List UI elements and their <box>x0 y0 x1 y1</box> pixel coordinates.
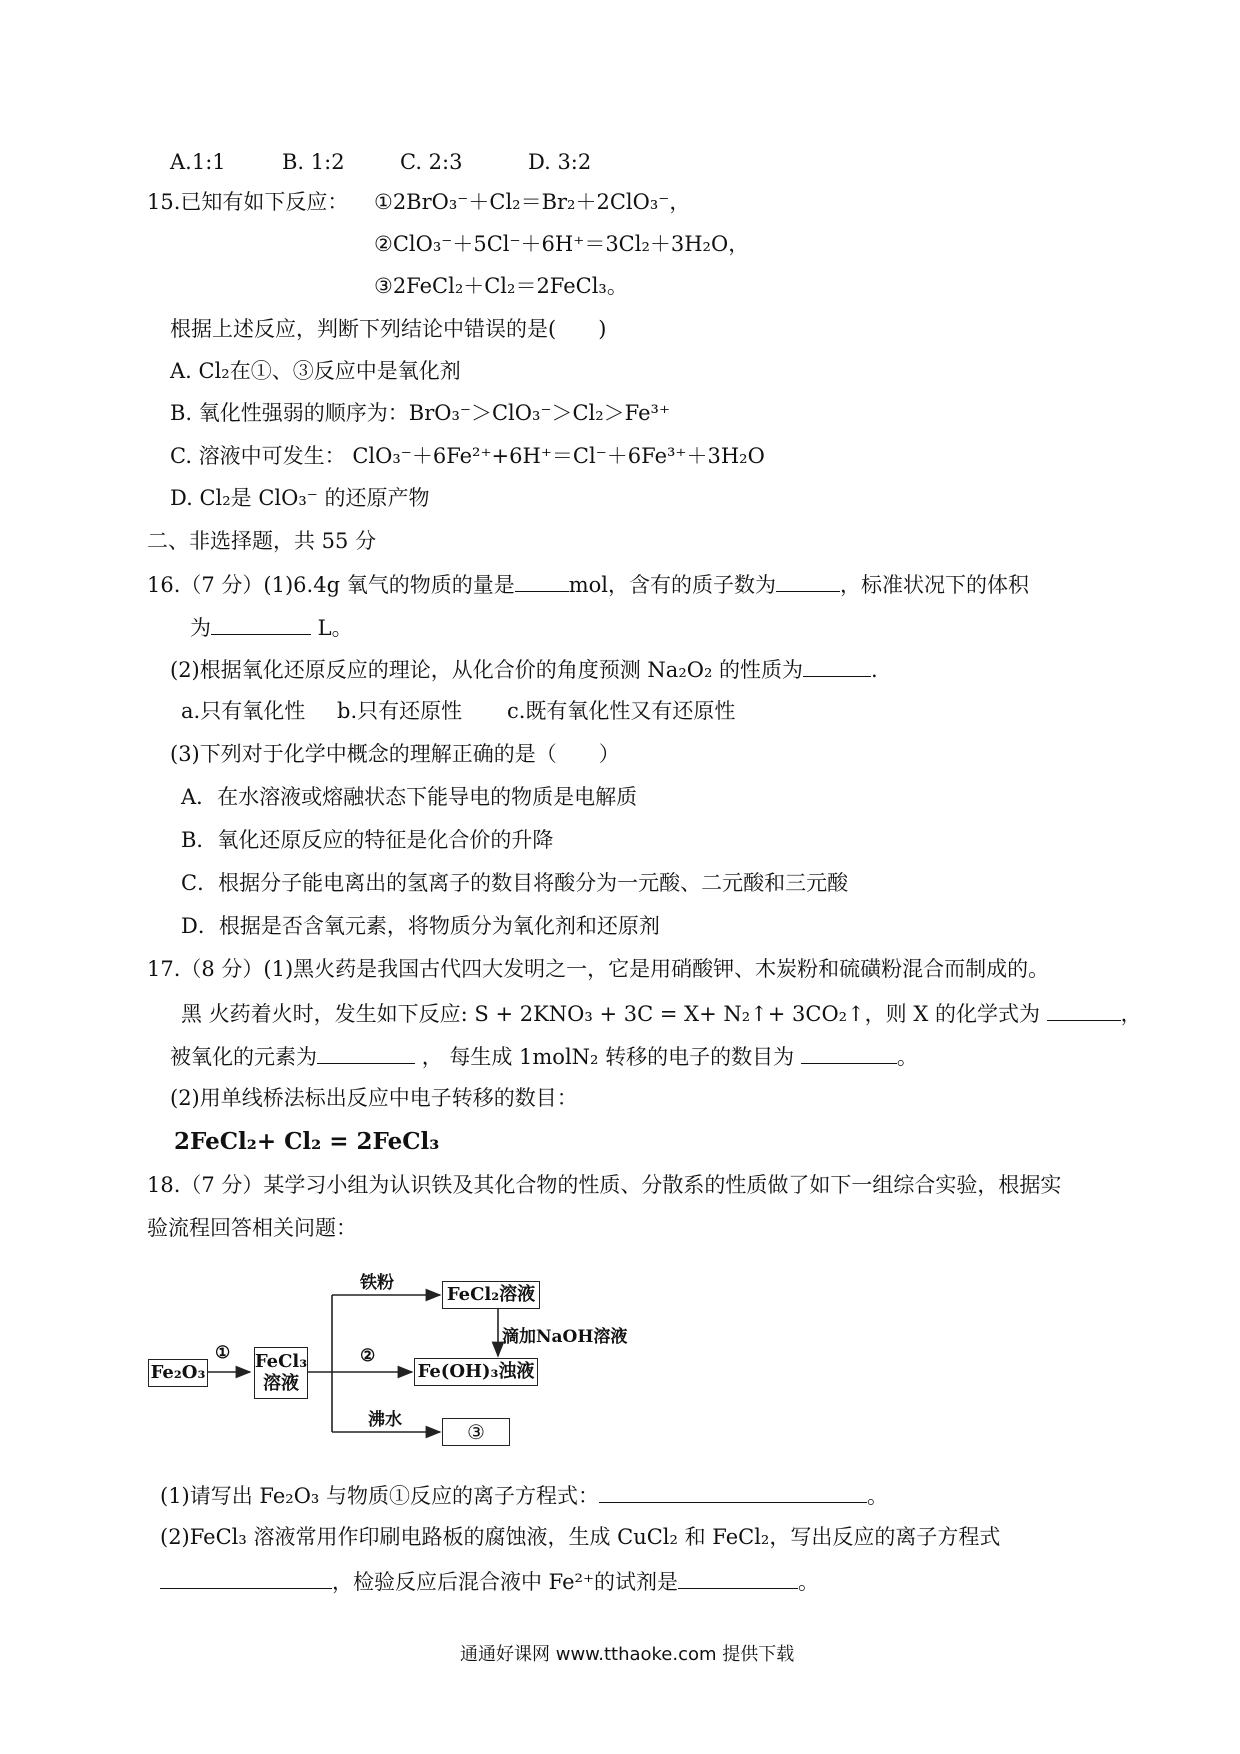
q17-line-4: (2)用单线桥法标出反应中电子转移的数目： <box>170 1086 578 1110</box>
q16-part-3-option-c: C．根据分子能电离出的氢离子的数目将酸分为一元酸、二元酸和三元酸 <box>181 871 849 895</box>
q15-option-b: B. 氧化性强弱的顺序为：BrO₃⁻＞ClO₃⁻＞Cl₂＞Fe³⁺ <box>170 401 671 425</box>
q17-equation: 2FeCl₂+ Cl₂ = 2FeCl₃ <box>174 1128 440 1155</box>
q14-option-c: C. 2:3 <box>400 150 463 174</box>
q17-text-2: ， <box>1120 1002 1142 1026</box>
q18-part-3 <box>160 1566 819 1596</box>
q15-reaction-3: ③2FeCl₂＋Cl₂＝2FeCl₃。 <box>374 274 628 298</box>
q15-option-c: C. 溶液中可发生： ClO₃⁻＋6Fe²⁺+6H⁺＝Cl⁻＋6Fe³⁺＋3H₂O <box>170 444 765 468</box>
label-naoh: 滴加NaOH溶液 <box>502 1327 628 1347</box>
q16-part-3-option-a: A．在水溶液或熔融状态下能导电的物质是电解质 <box>181 785 638 809</box>
q16-option-c: c.既有氧化性又有还原性 <box>507 699 736 723</box>
box-fecl3-solution <box>254 1347 308 1399</box>
box-feoh3-suspension: Fe(OH)₃浊液 <box>414 1358 538 1386</box>
page-footer: 通通好课网 www.tthaoke.com 提供下载 <box>460 1644 795 1665</box>
q16-option-a: a.只有氧化性 <box>181 699 306 723</box>
label-iron-powder: 铁粉 <box>360 1273 394 1293</box>
q15-question: 根据上述反应，判断下列结论中错误的是( ) <box>170 317 607 341</box>
q15-reaction-2: ②ClO₃⁻＋5Cl⁻＋6H⁺＝3Cl₂＋3H₂O， <box>374 232 750 256</box>
q14-option-a: A.1:1 <box>170 150 226 174</box>
q17-line-1: 17.（8 分）(1)黑火药是我国古代四大发明之一，它是用硝酸钾、木炭粉和硫磺粉混合而制成的。 <box>147 957 1050 981</box>
fecl3-solution-word: 溶液 <box>263 1373 299 1394</box>
q16-part-2-text: (2)根据氧化还原反应的理论，从化合价的角度预测 Na₂O₂ 的性质为 <box>170 658 804 682</box>
box-fecl2-solution: FeCl₂溶液 <box>442 1281 540 1309</box>
q18-part-1-end: 。 <box>867 1484 888 1508</box>
q16-text-5: L。 <box>311 616 353 640</box>
q16-part-3-option-b: B．氧化还原反应的特征是化合价的升降 <box>181 828 554 852</box>
q16-part-3: (3)下列对于化学中概念的理解正确的是（ ） <box>170 742 620 766</box>
answer-blank[interactable] <box>678 1566 798 1589</box>
q17-text-5: 。 <box>896 1045 918 1069</box>
q17-text-1: 黑 火药着火时，发生如下反应: S + 2KNO₃ + 3C = X+ N₂↑+ 3CO₂↑，则 X 的化学式为 <box>181 1002 1040 1026</box>
q18-part-3-end: 。 <box>798 1570 820 1594</box>
q18-line-2: 验流程回答相关问题： <box>147 1216 357 1240</box>
q15-stem: 15.已知有如下反应： <box>147 190 349 214</box>
q14-option-b: B. 1:2 <box>282 150 345 174</box>
q16-text-1: 16.（7 分）(1)6.4g 氧气的物质的量是 <box>147 573 515 597</box>
label-boiling-water: 沸水 <box>368 1410 402 1430</box>
q16-text-2: mol，含有的质子数为 <box>568 573 776 597</box>
q18-part-1-text: (1)请写出 Fe₂O₃ 与物质①反应的离子方程式： <box>160 1484 599 1508</box>
q16-option-b: b.只有还原性 <box>337 699 463 723</box>
label-step-2: ② <box>360 1346 376 1366</box>
q18-line-1: 18.（7 分）某学习小组为认识铁及其化合物的性质、分散系的性质做了如下一组综合实验，根据实 <box>147 1173 1062 1197</box>
q16-text-4: 为 <box>190 616 211 640</box>
q18-part-1 <box>160 1480 888 1510</box>
q16-part-2-end: . <box>871 658 878 682</box>
q15-option-d: D. Cl₂是 ClO₃⁻ 的还原产物 <box>170 486 430 510</box>
box-step-3: ③ <box>442 1418 510 1446</box>
q17-text-3: 被氧化的元素为 <box>170 1045 317 1069</box>
q18-part-2: (2)FeCl₃ 溶液常用作印刷电路板的腐蚀液，生成 CuCl₂ 和 FeCl₂，写出反应的离子方程式 <box>160 1525 1001 1549</box>
q17-text-4: ， 每生成 1molN₂ 转移的电子的数目为 <box>421 1045 795 1069</box>
answer-blank[interactable] <box>599 1480 867 1503</box>
q15-reaction-1: ①2BrO₃⁻＋Cl₂＝Br₂＋2ClO₃⁻， <box>374 190 691 214</box>
box-fe2o3: Fe₂O₃ <box>148 1359 208 1387</box>
answer-blank[interactable] <box>160 1566 332 1589</box>
label-step-1: ① <box>215 1343 231 1363</box>
q15-option-a: A. Cl₂在①、③反应中是氧化剂 <box>170 359 461 383</box>
fecl3-formula: FeCl₃ <box>254 1351 308 1372</box>
q16-text-3: ，标准状况下的体积 <box>839 573 1029 597</box>
section-title: 二、非选择题，共 55 分 <box>147 529 377 553</box>
q14-option-d: D. 3:2 <box>528 150 592 174</box>
q18-part-3-text: ，检验反应后混合液中 Fe²⁺的试剂是 <box>332 1570 679 1594</box>
q16-part-3-option-d: D．根据是否含氧元素，将物质分为氧化剂和还原剂 <box>181 914 660 938</box>
